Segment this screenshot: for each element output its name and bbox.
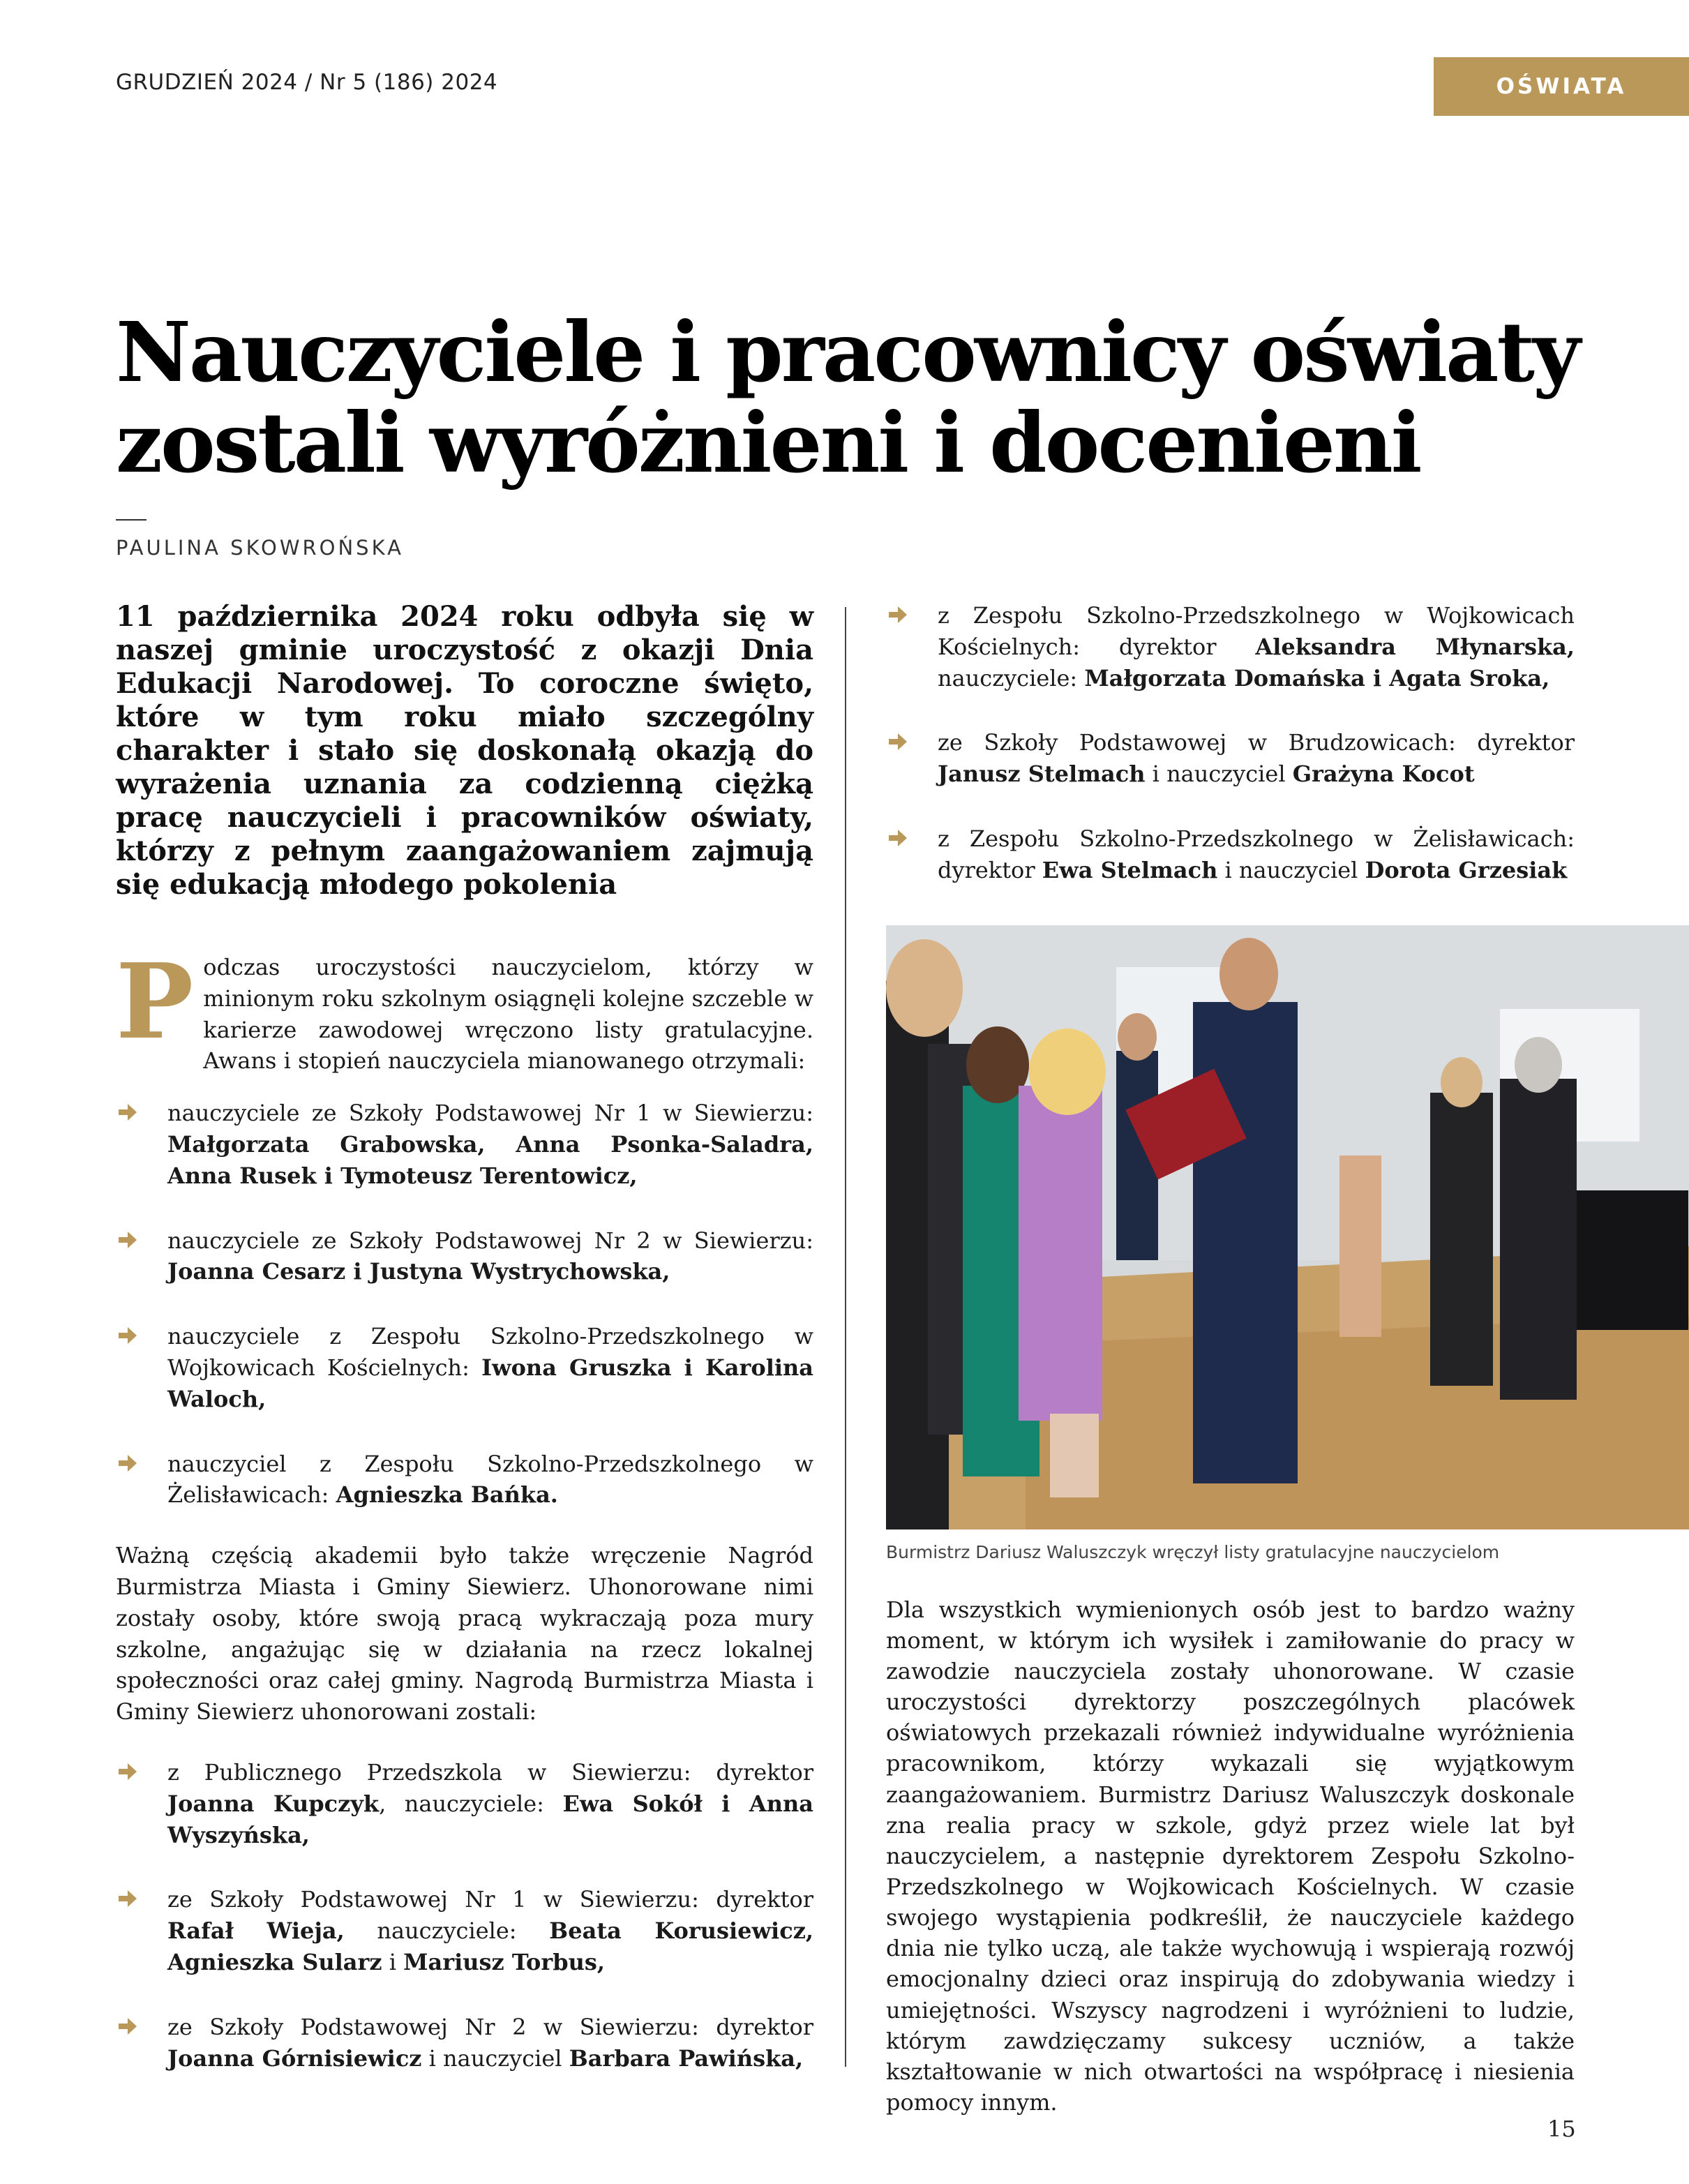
arrow-right-icon [116, 1761, 138, 1782]
page-number: 15 [1547, 2116, 1576, 2142]
awards-list-left [116, 1757, 813, 2074]
lead-paragraph: 11 października 2024 roku odbyła się w naszej gminie uroczystość z okazji Dnia Edukacji Narodowej. To coroczne święto, które w tym roku miało szczególny charakter i stało się doskonałą okazją do wyrażenia uznania za codzienną ciężką pracę nauczycieli i pracowników oświaty, którzy z pełnym zaangażowaniem zajmują się edukacją młodego pokolenia [116, 600, 813, 901]
issue-info: GRUDZIEŃ 2024 / Nr 5 (186) 2024 [116, 70, 498, 95]
drop-cap: P [116, 941, 194, 1062]
intro-text: odczas uroczystości nauczycielom, którzy w minionym roku szkolnym osiągnęli kolejne szczeble w karierze zawodowej wręczono listy gratulacyjne. Awans i stopień nauczyciela mianowanego otrzymali: [203, 954, 813, 1075]
awards-intro: Ważną częścią akademii było także wręczenie Nagród Burmistrza Miasta i Gminy Siewierz. Uhonorowane nimi zostały osoby, które swoją pracą wykraczają poza mury szkolne, angażując się w działania na rzecz lokalnej społeczności oraz całej gminy. Nagrodą Burmistrza Miasta i Gminy Siewierz uhonorowani zostali: [116, 1542, 813, 1726]
list-item: ze Szkoły Podstawowej Nr 2 w Siewierzu: dyrektor Joanna Górnisiewicz i nauczyciel Barbara Pawińska, [116, 2012, 813, 2074]
list-item: nauczyciele ze Szkoły Podstawowej Nr 1 w Siewierzu: Małgorzata Grabowska, Anna Psonka-Saladra, Anna Rusek i Tymoteusz Terentowicz, [116, 1098, 813, 1191]
article-title [116, 304, 1595, 491]
closing-paragraph: Dla wszystkich wymienionych osób jest to bardzo ważny moment, w którym ich wysiłek i zamiłowanie do pracy w zawodzie nauczyciela zostały uhonorowane. W czasie uroczystości dyrektorzy poszczególnych placówek oświatowych przekazali również indywidualne wyróżnienia pracownikom, którzy wykazali się wyjątkowym zaangażowaniem. Burmistrz Dariusz Waluszczyk doskonale zna realia pracy w szkole, gdyż przez wiele lat był nauczycielem, a następnie dyrektorem Zespołu Szkolno-Przedszkolnego w Wojkowicach Kościelnych. W czasie swojego wystąpienia podkreślił, że nauczyciele każdego dnia nie tylko uczą, ale także wychowują i wspierają rozwój emocjonalny dzieci oraz inspirują do zdobywania wiedzy i umiejętności. Wszyscy nagrodzeni i wyróżnieni to ludzie, którym zawdzięczamy sukcesy uczniów, a także kształtowanie w nich otwartości na współpracę i niesienia pomocy innym. [886, 1596, 1575, 2116]
arrow-right-icon [886, 604, 908, 625]
list-item: ze Szkoły Podstawowej Nr 1 w Siewierzu: dyrektor Rafał Wieja, nauczyciele: Beata Korusiewicz, Agnieszka Sularz i Mariusz Torbus, [116, 1884, 813, 1977]
arrow-right-icon [116, 1888, 138, 1909]
list-item: z Zespołu Szkolno-Przedszkolnego w Wojkowicach Kościelnych: dyrektor Aleksandra Młynarska, nauczyciele: Małgorzata Domańska i Agata Sroka, [886, 600, 1575, 694]
section-tag: OŚWIATA [1434, 57, 1689, 116]
list-item: ze Szkoły Podstawowej w Brudzowicach: dyrektor Janusz Stelmach i nauczyciel Grażyna Kocot [886, 727, 1575, 790]
arrow-right-icon [116, 1325, 138, 1346]
intro-paragraph [116, 941, 813, 1077]
list-item: nauczyciel z Zespołu Szkolno-Przedszkolnego w Żelisławicach: Agnieszka Bańka. [116, 1449, 813, 1511]
title-line-1: Nauczyciele i pracownicy oświaty [116, 304, 1579, 401]
column-divider [845, 607, 846, 2067]
arrow-right-icon [116, 1453, 138, 1474]
arrow-right-icon [116, 1102, 138, 1123]
title-line-2: zostali wyróżnieni i docenieni [116, 394, 1420, 491]
arrow-right-icon [116, 1229, 138, 1250]
arrow-right-icon [886, 828, 908, 848]
ceremony-photo [886, 925, 1689, 1529]
arrow-right-icon [886, 731, 908, 752]
list-item: z Zespołu Szkolno-Przedszkolnego w Żelisławicach: dyrektor Ewa Stelmach i nauczyciel Dorota Grzesiak [886, 823, 1575, 886]
left-column [116, 600, 813, 2103]
promotions-list [116, 1098, 813, 1511]
photo-illustration [886, 925, 1689, 1529]
author-name: PAULINA SKOWROŃSKA [116, 536, 404, 560]
list-item: z Publicznego Przedszkola w Siewierzu: dyrektor Joanna Kupczyk, nauczyciele: Ewa Sokół i Anna Wyszyńska, [116, 1757, 813, 1850]
author-divider [116, 519, 147, 521]
right-column [886, 600, 1575, 2139]
awards-list-right [886, 600, 1575, 886]
photo-caption: Burmistrz Dariusz Waluszczyk wręczył listy gratulacyjne nauczycielom [886, 1541, 1500, 1562]
list-item: nauczyciele z Zespołu Szkolno-Przedszkolnego w Wojkowicach Kościelnych: Iwona Gruszka i Karolina Waloch, [116, 1321, 813, 1414]
list-item: nauczyciele ze Szkoły Podstawowej Nr 2 w Siewierzu: Joanna Cesarz i Justyna Wystrychowska, [116, 1225, 813, 1288]
arrow-right-icon [116, 2016, 138, 2037]
